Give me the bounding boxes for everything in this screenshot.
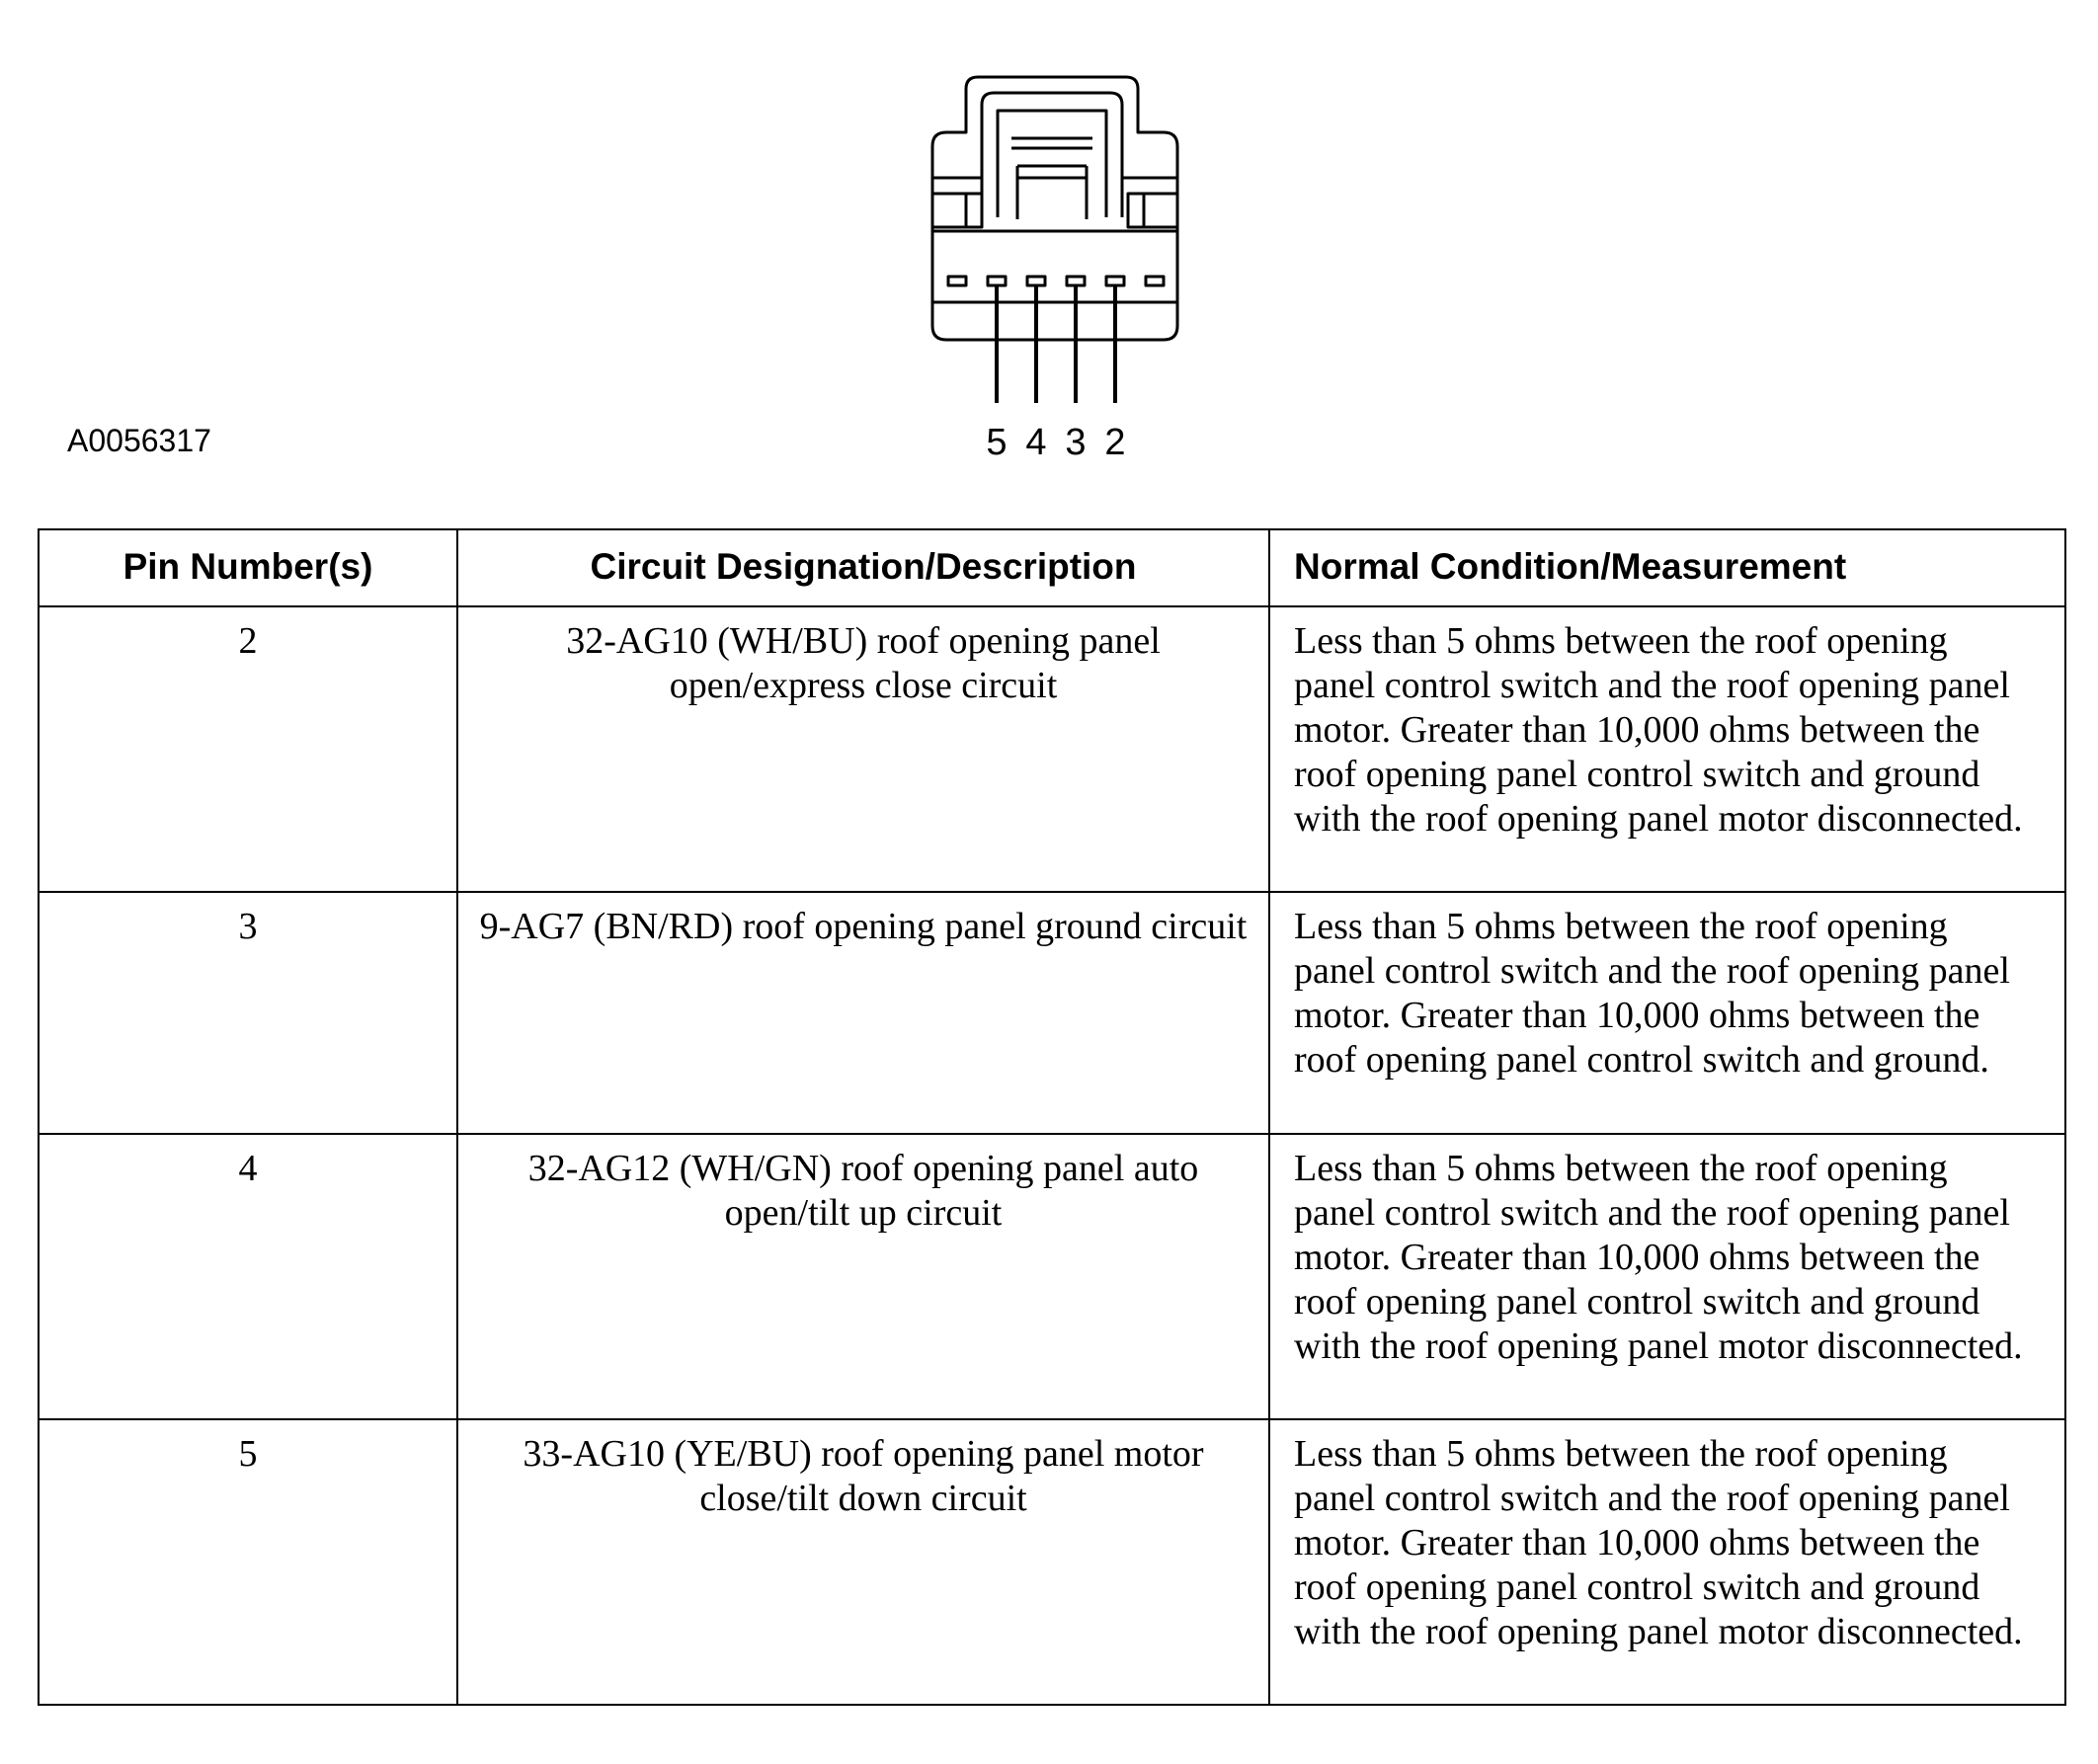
circuit-description-cell: 33-AG10 (YE/BU) roof opening panel motor close/tilt down circuit (457, 1419, 1269, 1705)
pin-label-4: 4 (1025, 422, 1047, 463)
pin-number-cell: 2 (39, 606, 457, 892)
circuit-description-cell: 9-AG7 (BN/RD) roof opening panel ground circuit (457, 892, 1269, 1134)
table-header-row (39, 529, 2065, 606)
right-key (1144, 194, 1177, 227)
pin-number-cell: 4 (39, 1134, 457, 1419)
circuit-description-cell: 32-AG10 (WH/BU) roof opening panel open/express close circuit (457, 606, 1269, 892)
measurement-cell: Less than 5 ohms between the roof opening panel control switch and the roof opening panel motor. Greater than 10,000 ohms between the roof opening panel control switch and ground. (1269, 892, 2065, 1134)
left-key (932, 194, 966, 227)
header-normal-measurement: Normal Condition/Measurement (1269, 529, 2065, 606)
figure-id-label: A0056317 (67, 423, 211, 458)
measurement-cell: Less than 5 ohms between the roof opening panel control switch and the roof opening panel motor. Greater than 10,000 ohms between the roof opening panel control switch and ground with the roof opening panel motor disconnected. (1269, 1134, 2065, 1419)
cavity-1 (1146, 277, 1164, 285)
cavity-3 (1067, 277, 1085, 285)
measurement-cell: Less than 5 ohms between the roof opening panel control switch and the roof opening panel motor. Greater than 10,000 ohms between the roof opening panel control switch and ground with the roof opening panel motor disconnected. (1269, 1419, 2065, 1705)
header-pin-number: Pin Number(s) (39, 529, 457, 606)
pin-label-3: 3 (1065, 422, 1087, 463)
table-row (39, 606, 2065, 892)
connector-housing-outline (932, 77, 1177, 340)
pin-test-table (38, 528, 2066, 1706)
header-circuit-description: Circuit Designation/Description (457, 529, 1269, 606)
measurement-cell: Less than 5 ohms between the roof opening panel control switch and the roof opening panel motor. Greater than 10,000 ohms between the roof opening panel control switch and ground with the roof opening panel motor disconnected. (1269, 606, 2065, 892)
cavity-2 (1106, 277, 1124, 285)
pin-number-cell: 5 (39, 1419, 457, 1705)
table-row (39, 1419, 2065, 1705)
circuit-description-cell: 32-AG12 (WH/GN) roof opening panel auto open/tilt up circuit (457, 1134, 1269, 1419)
pin-label-5: 5 (986, 422, 1008, 463)
cavity-4 (1027, 277, 1045, 285)
table-row (39, 1134, 2065, 1419)
cavity-5 (988, 277, 1006, 285)
latch-inner (998, 111, 1106, 217)
cavity-6 (948, 277, 966, 285)
table-row (39, 892, 2065, 1134)
pin-number-cell: 3 (39, 892, 457, 1134)
pin-label-2: 2 (1104, 422, 1126, 463)
connector-diagram (0, 0, 2098, 474)
